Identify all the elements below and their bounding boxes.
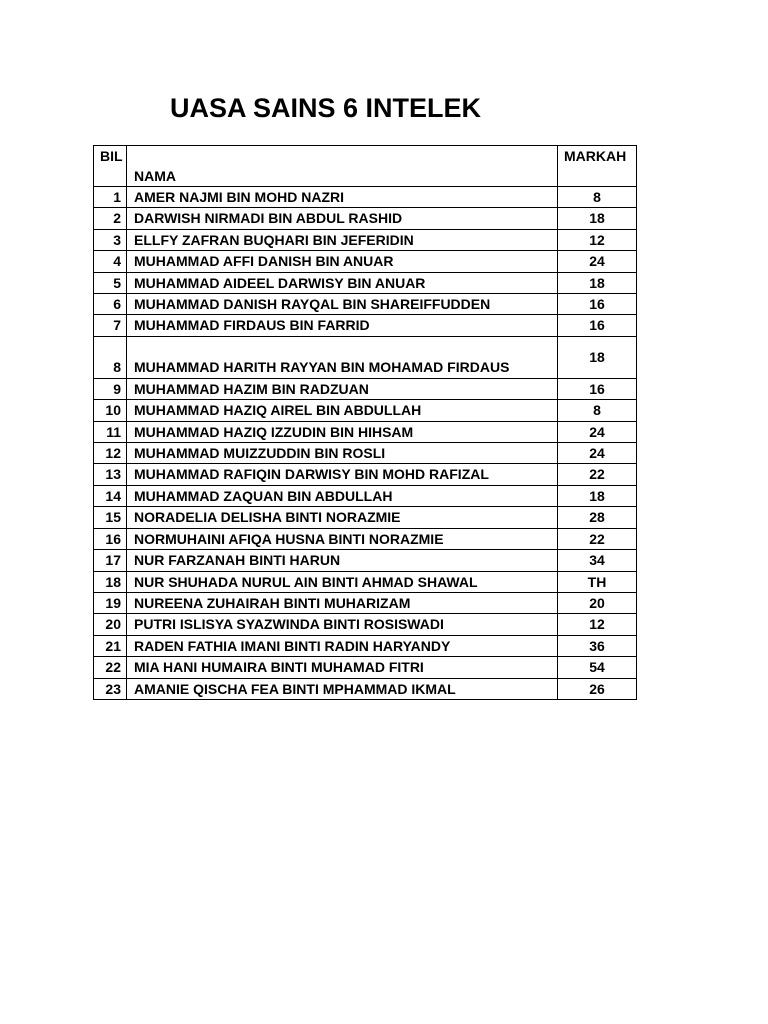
row-bil: 5 xyxy=(94,272,127,293)
row-markah: 18 xyxy=(558,485,637,506)
table-row xyxy=(94,294,637,315)
row-nama: NUR FARZANAH BINTI HARUN xyxy=(127,550,558,571)
row-markah: 8 xyxy=(558,400,637,421)
row-nama: MUHAMMAD RAFIQIN DARWISY BIN MOHD RAFIZAL xyxy=(127,464,558,485)
row-markah: 16 xyxy=(558,378,637,399)
table-row xyxy=(94,315,637,336)
row-markah: 34 xyxy=(558,550,637,571)
row-nama: MUHAMMAD MUIZZUDDIN BIN ROSLI xyxy=(127,443,558,464)
row-markah: 24 xyxy=(558,443,637,464)
row-bil: 4 xyxy=(94,251,127,272)
table-row xyxy=(94,485,637,506)
row-markah: 16 xyxy=(558,315,637,336)
row-markah: 22 xyxy=(558,528,637,549)
row-markah: 26 xyxy=(558,678,637,699)
table-row xyxy=(94,229,637,250)
row-bil: 3 xyxy=(94,229,127,250)
row-bil: 18 xyxy=(94,571,127,592)
table-row xyxy=(94,592,637,613)
table-header-row xyxy=(94,146,637,187)
row-bil: 23 xyxy=(94,678,127,699)
row-markah: 18 xyxy=(558,208,637,229)
table-row xyxy=(94,657,637,678)
table-row xyxy=(94,421,637,442)
row-nama: AMER NAJMI BIN MOHD NAZRI xyxy=(127,187,558,208)
row-markah: 28 xyxy=(558,507,637,528)
row-markah: TH xyxy=(558,571,637,592)
table-row xyxy=(94,635,637,656)
row-nama: NORMUHAINI AFIQA HUSNA BINTI NORAZMIE xyxy=(127,528,558,549)
row-bil: 1 xyxy=(94,187,127,208)
row-bil: 17 xyxy=(94,550,127,571)
table-row xyxy=(94,443,637,464)
row-markah: 24 xyxy=(558,421,637,442)
row-bil: 22 xyxy=(94,657,127,678)
row-bil: 20 xyxy=(94,614,127,635)
row-bil: 9 xyxy=(94,378,127,399)
marks-table xyxy=(93,145,637,700)
row-markah: 22 xyxy=(558,464,637,485)
row-markah: 16 xyxy=(558,294,637,315)
row-nama: MUHAMMAD ZAQUAN BIN ABDULLAH xyxy=(127,485,558,506)
row-markah: 12 xyxy=(558,614,637,635)
row-bil: 8 xyxy=(94,336,127,378)
row-bil: 14 xyxy=(94,485,127,506)
table-row xyxy=(94,251,637,272)
row-bil: 6 xyxy=(94,294,127,315)
row-markah: 18 xyxy=(558,336,637,378)
row-markah: 8 xyxy=(558,187,637,208)
row-bil: 19 xyxy=(94,592,127,613)
row-bil: 21 xyxy=(94,635,127,656)
row-bil: 10 xyxy=(94,400,127,421)
table-row xyxy=(94,678,637,699)
table-row xyxy=(94,614,637,635)
table-row xyxy=(94,400,637,421)
row-nama: MUHAMMAD FIRDAUS BIN FARRID xyxy=(127,315,558,336)
row-nama: ELLFY ZAFRAN BUQHARI BIN JEFERIDIN xyxy=(127,229,558,250)
row-markah: 36 xyxy=(558,635,637,656)
marks-table-body xyxy=(94,146,637,700)
table-row xyxy=(94,336,637,378)
row-nama: MUHAMMAD AIDEEL DARWISY BIN ANUAR xyxy=(127,272,558,293)
table-row xyxy=(94,571,637,592)
row-nama: MUHAMMAD HARITH RAYYAN BIN MOHAMAD FIRDAUS xyxy=(127,336,558,378)
row-markah: 54 xyxy=(558,657,637,678)
row-nama: MUHAMMAD HAZIQ IZZUDIN BIN HIHSAM xyxy=(127,421,558,442)
row-markah: 18 xyxy=(558,272,637,293)
row-markah: 24 xyxy=(558,251,637,272)
header-bil: BIL xyxy=(94,146,127,187)
page-title: UASA SAINS 6 INTELEK xyxy=(170,93,482,123)
table-row xyxy=(94,272,637,293)
row-bil: 7 xyxy=(94,315,127,336)
header-markah: MARKAH xyxy=(558,146,637,187)
row-nama: MUHAMMAD HAZIQ AIREL BIN ABDULLAH xyxy=(127,400,558,421)
row-nama: MUHAMMAD DANISH RAYQAL BIN SHAREIFFUDDEN xyxy=(127,294,558,315)
row-nama: MUHAMMAD AFFI DANISH BIN ANUAR xyxy=(127,251,558,272)
row-nama: MUHAMMAD HAZIM BIN RADZUAN xyxy=(127,378,558,399)
table-row xyxy=(94,528,637,549)
row-nama: MIA HANI HUMAIRA BINTI MUHAMAD FITRI xyxy=(127,657,558,678)
table-row xyxy=(94,208,637,229)
row-nama: NORADELIA DELISHA BINTI NORAZMIE xyxy=(127,507,558,528)
row-bil: 15 xyxy=(94,507,127,528)
row-markah: 12 xyxy=(558,229,637,250)
row-markah: 20 xyxy=(558,592,637,613)
row-bil: 11 xyxy=(94,421,127,442)
row-nama: DARWISH NIRMADI BIN ABDUL RASHID xyxy=(127,208,558,229)
row-nama: NUR SHUHADA NURUL AIN BINTI AHMAD SHAWAL xyxy=(127,571,558,592)
row-bil: 12 xyxy=(94,443,127,464)
row-nama: PUTRI ISLISYA SYAZWINDA BINTI ROSISWADI xyxy=(127,614,558,635)
table-row xyxy=(94,507,637,528)
header-nama: NAMA xyxy=(127,146,558,187)
row-nama: NUREENA ZUHAIRAH BINTI MUHARIZAM xyxy=(127,592,558,613)
row-bil: 16 xyxy=(94,528,127,549)
table-row xyxy=(94,464,637,485)
row-nama: AMANIE QISCHA FEA BINTI MPHAMMAD IKMAL xyxy=(127,678,558,699)
table-row xyxy=(94,550,637,571)
table-row xyxy=(94,378,637,399)
row-bil: 2 xyxy=(94,208,127,229)
table-row xyxy=(94,187,637,208)
row-nama: RADEN FATHIA IMANI BINTI RADIN HARYANDY xyxy=(127,635,558,656)
row-bil: 13 xyxy=(94,464,127,485)
